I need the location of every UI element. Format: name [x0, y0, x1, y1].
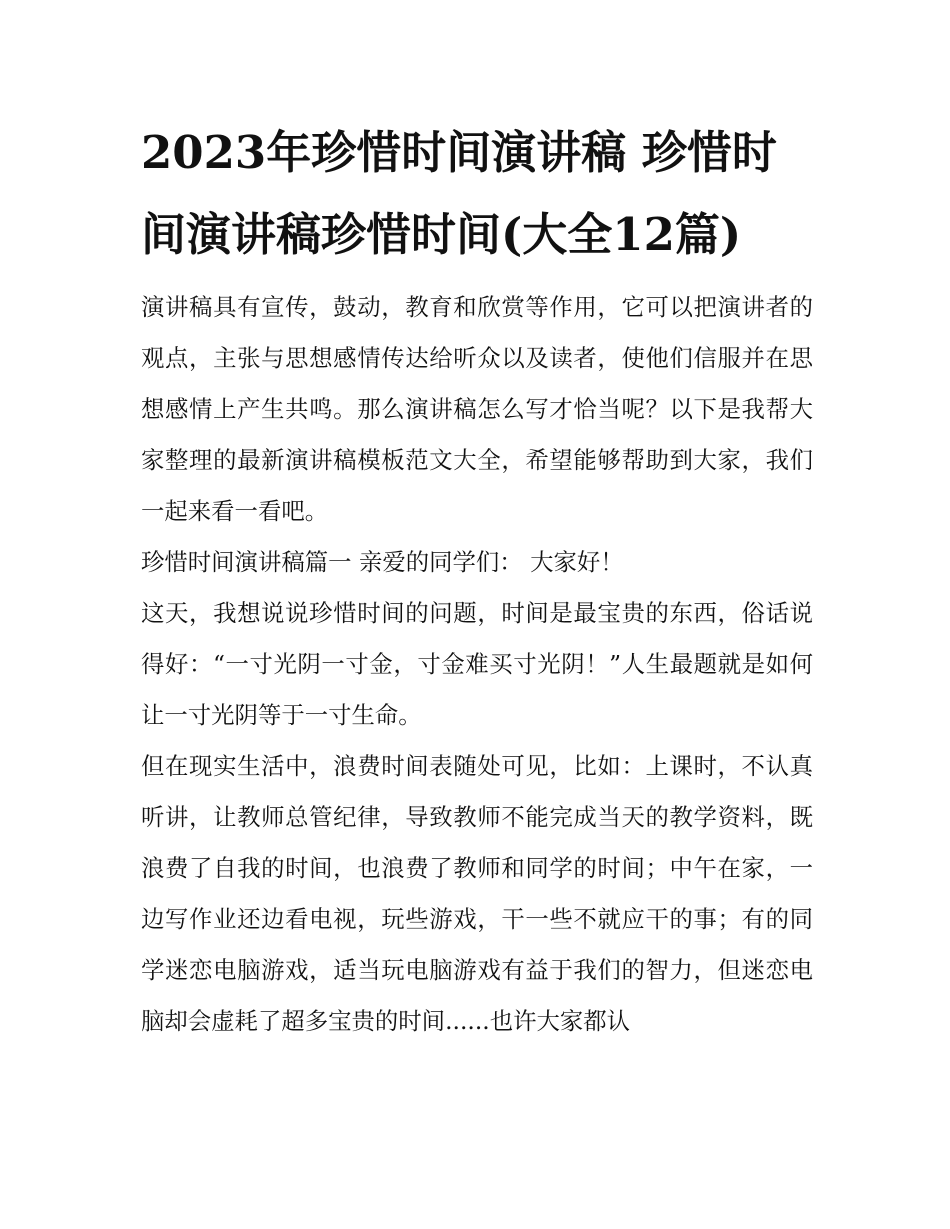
- paragraph-speech-body: 但在现实生活中，浪费时间表随处可见，比如：上课时，不认真听讲，让教师总管纪律，导致教师不能完成当天的教学资料，既浪费了自我的时间，也浪费了教师和同学的时间；中午在家，一边写作业还边看电视，玩些游戏，干一些不就应干的事；有的同学迷恋电脑游戏，适当玩电脑游戏有益于我们的智力，但迷恋电脑却会虚耗了超多宝贵的时间......也许大家都认: [141, 752, 813, 1035]
- paragraph-speech-opening: 这天，我想说说珍惜时间的问题，时间是最宝贵的东西，俗话说得好：“一寸光阴一寸金，寸金难买寸光阴！”人生最题就是如何让一寸光阴等于一寸生命。: [141, 599, 813, 729]
- document-content: [141, 112, 813, 1047]
- paragraph-speech-heading: 珍惜时间演讲稿篇一 亲爱的同学们： 大家好！: [141, 548, 624, 576]
- document-body: [141, 282, 813, 1047]
- document-title: 2023年珍惜时间演讲稿 珍惜时间演讲稿珍惜时间(大全12篇): [141, 126, 777, 261]
- paragraph-intro: 演讲稿具有宣传，鼓动，教育和欣赏等作用，它可以把演讲者的观点，主张与思想感情传达给听众以及读者，使他们信服并在思想感情上产生共鸣。那么演讲稿怎么写才恰当呢？以下是我帮大家整理的最新演讲稿模板范文大全，希望能够帮助到大家，我们一起来看一看吧。: [141, 293, 813, 525]
